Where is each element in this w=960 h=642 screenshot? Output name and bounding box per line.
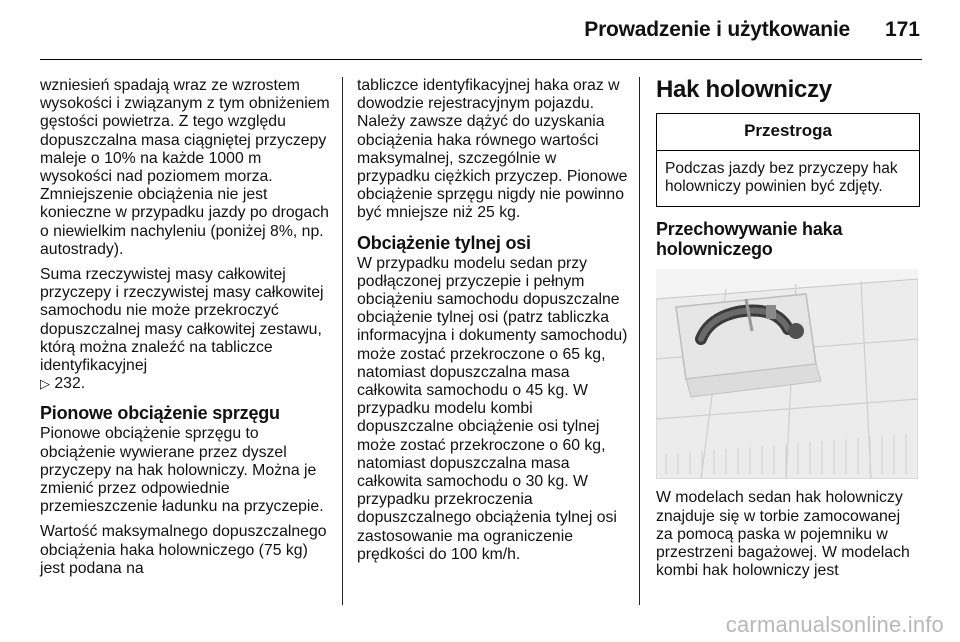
column-divider xyxy=(342,77,343,605)
heading-obciazenie-tylnej-osi: Obciążenie tylnej osi xyxy=(357,232,531,253)
paragraph: W przypadku modelu sedan przy podłączonej przyczepie i pełnym obciążeniu samochodu dopuszczalne obciążenie tylnej osi (patrz tabliczka informacyjna i dokumenty samochodu) może zostać przekroczone o 65 kg, natomiast dopuszczalna masa całkowita samochodu o 45 kg. W przypadku modelu kombi dopuszczalne obciążenie osi tylnej może zostać przekroczone o 60 kg, natomiast dopuszczalna masa całkowita samochodu o 30 kg. W przypadku przekroczenia dopuszczalnego obciążenia tylnej osi zastosowanie ma ograniczenie prędkości do 100 km/h. xyxy=(357,254,628,563)
page-reference-arrow-icon: ▷ xyxy=(40,376,50,392)
paragraph xyxy=(40,266,330,393)
paragraph: Pionowe obciążenie sprzęgu to obciążenie wywierane przez dyszel przyczepy na hak holowniczy. Można je zmienić przez odpowiednie przemieszczenie ładunku na przyczepie. xyxy=(40,425,324,516)
column-2 xyxy=(357,77,632,571)
column-3 xyxy=(656,77,920,587)
header-rule xyxy=(40,59,922,60)
page-number: 171 xyxy=(884,18,920,41)
header-title: Prowadzenie i użytkowanie xyxy=(584,18,850,41)
page-reference-link[interactable]: 232. xyxy=(54,375,86,393)
paragraph: tabliczce identyfikacyjnej haka oraz w dowodzie rejestracyjnym pojazdu. Należy zawsze dążyć do uzyskania obciążenia haka równego wartości maksymalnej, szczególnie w przypadku ciężkich przyczep. Pionowe obciążenie sprzęgu nigdy nie powinno być mniejsze niż 25 kg. xyxy=(357,77,628,222)
warning-title: Przestroga xyxy=(657,114,919,151)
towbar-storage-illustration xyxy=(656,269,918,479)
section-title: Hak holowniczy xyxy=(656,76,832,103)
column-divider xyxy=(639,77,640,605)
heading-pionowe-obciazenie: Pionowe obciążenie sprzęgu xyxy=(40,403,280,424)
paragraph-text: Suma rzeczywistej masy całkowitej przyczepy i rzeczywistej masy całkowitej samochodu nie może przekroczyć dopuszczalnej masy całkowitej zestawu, którą można znaleźć na tabliczce identyfikacyjnej xyxy=(40,266,324,375)
paragraph: W modelach sedan hak holowniczy znajduje się w torbie zamocowanej za pomocą paska w pojemniku w przestrzeni bagażowej. W modelach kombi hak holowniczy jest xyxy=(656,489,910,580)
column-1 xyxy=(40,77,330,585)
watermark: carmanualsonline.info xyxy=(725,612,944,637)
heading-przechowywanie: Przechowywanie haka holowniczego xyxy=(656,219,843,260)
warning-box xyxy=(656,113,920,207)
paragraph: Wartość maksymalnego dopuszczalnego obciążenia haka holowniczego (75 kg) jest podana na xyxy=(40,523,327,577)
warning-text: Podczas jazdy bez przyczepy hak holowniczy powinien być zdjęty. xyxy=(665,160,898,196)
paragraph: wzniesień spadają wraz ze wzrostem wysokości i związanym z tym obniżeniem gęstości powietrza. Z tego względu dopuszczalna masa ciągniętej przyczepy maleje o 10% na każde 1000 m wysokości nad poziomem morza. Zmniejszenie obciążenia nie jest konieczne w przypadku jazdy po drogach o niewielkim nachyleniu (poniżej 8%, np. autostrady). xyxy=(40,77,330,258)
towbar-in-trunk-image xyxy=(656,269,918,479)
